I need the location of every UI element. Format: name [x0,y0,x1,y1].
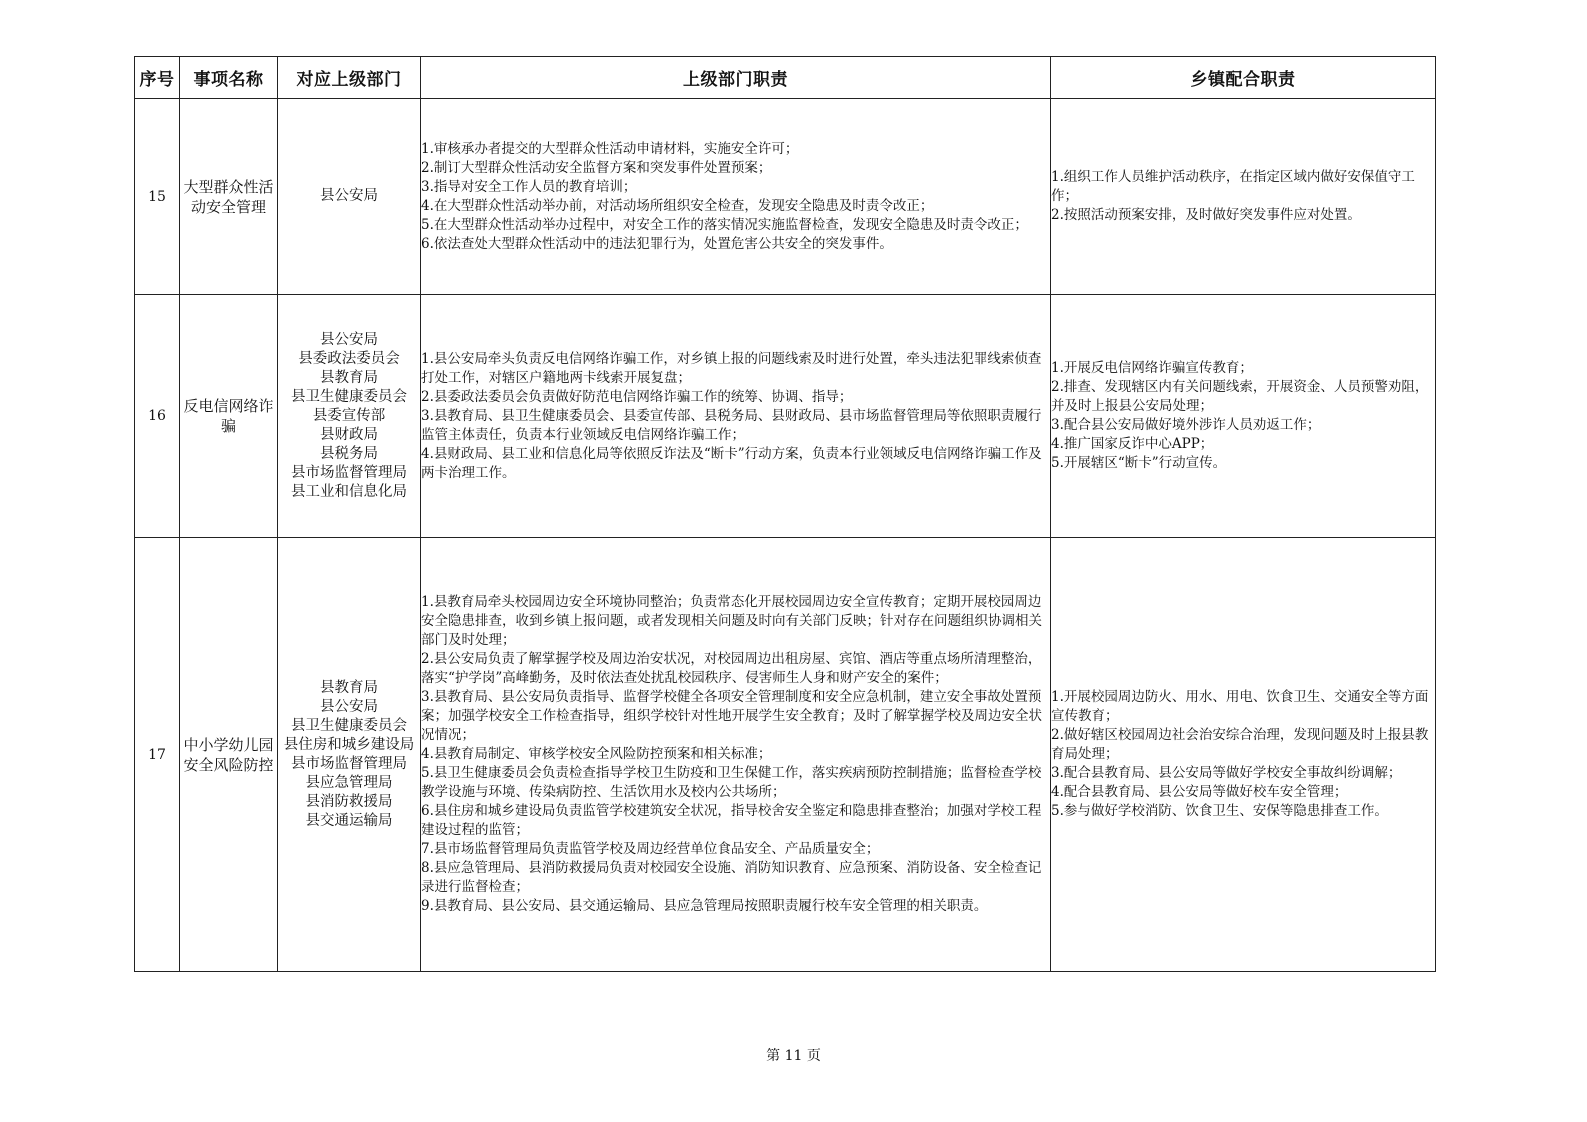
duty-line: 2.按照活动预案安排，及时做好突发事件应对处置。 [1051,207,1361,223]
duty-line: 9.县教育局、县公安局、县交通运输局、县应急管理局按照职责履行校车安全管理的相关职责。 [421,898,988,914]
department-name: 县教育局 [320,679,378,696]
department-name: 县市场监督管理局 [291,755,407,772]
department-name: 县交通运输局 [305,812,393,829]
department-cell [278,99,421,295]
township-duties-cell [1051,99,1436,295]
duty-line: 2.做好辖区校园周边社会治安综合治理，发现问题及时上报县教育局处理； [1051,727,1429,762]
item-name: 大型群众性活动安全管理 [180,99,278,295]
header-item-name: 事项名称 [180,57,278,99]
header-township-duties: 乡镇配合职责 [1051,57,1436,99]
duty-line: 3.指导对安全工作人员的教育培训； [421,178,637,195]
superior-duties-cell [421,295,1051,538]
department-name: 县委宣传部 [312,407,386,424]
superior-duties-cell [421,538,1051,972]
duty-line: 8.县应急管理局、县消防救援局负责对校园安全设施、消防知识教育、应急预案、消防设备、安全检查记录进行监督检查； [421,860,1042,895]
department-name: 县税务局 [320,445,378,462]
header-superior-duties: 上级部门职责 [421,57,1051,99]
department-name: 县市场监督管理局 [291,464,407,481]
department-name: 县财政局 [320,426,378,443]
township-duties-cell [1051,295,1436,538]
duty-line: 6.依法查处大型群众性活动中的违法犯罪行为，处置危害公共安全的突发事件。 [421,235,893,252]
duty-line: 1.开展反电信网络诈骗宣传教育； [1051,360,1253,376]
duty-line: 4.县财政局、县工业和信息化局等依照反诈法及“断卡”行动方案，负责本行业领域反电信网络诈骗工作及两卡治理工作。 [421,445,1042,481]
duty-line: 2.县委政法委员会负责做好防范电信网络诈骗工作的统筹、协调、指导； [421,388,853,405]
superior-duties-cell [421,99,1051,295]
item-name: 中小学幼儿园安全风险防控 [180,538,278,972]
department-cell [278,295,421,538]
row-number: 15 [135,99,180,295]
duty-line: 2.排查、发现辖区内有关问题线索，开展资金、人员预警劝阻，并及时上报县公安局处理； [1051,379,1429,414]
department-name: 县消防救援局 [305,793,393,810]
row-number: 16 [135,295,180,538]
duty-line: 4.推广国家反诈中心APP； [1051,436,1214,452]
duty-line: 5.在大型群众性活动举办过程中，对安全工作的落实情况实施监督检查，发现安全隐患及时责令改正； [421,216,1028,233]
duty-line: 2.县公安局负责了解掌握学校及周边治安状况，对校园周边出租房屋、宾馆、酒店等重点场所清理整治，落实“护学岗”高峰勤务，及时依法查处扰乱校园秩序、侵害师生人身和财产安全的案件； [421,651,1042,686]
department-name: 县公安局 [320,331,378,348]
duty-line: 4.在大型群众性活动举办前，对活动场所组织安全检查，发现安全隐患及时责令改正； [421,197,934,214]
duty-line: 4.配合县教育局、县公安局等做好校车安全管理； [1051,784,1348,800]
duty-line: 3.配合县教育局、县公安局等做好学校安全事故纠纷调解； [1051,765,1402,781]
duty-line: 1.审核承办者提交的大型群众性活动申请材料，实施安全许可； [421,140,799,157]
department-name: 县工业和信息化局 [291,483,407,500]
department-name: 县卫生健康委员会 [291,388,407,405]
item-name: 反电信网络诈骗 [180,295,278,538]
township-duties-cell [1051,538,1436,972]
department-name: 县住房和城乡建设局 [283,736,415,753]
department-name: 县应急管理局 [305,774,393,791]
header-row [135,57,1436,99]
duty-line: 3.县教育局、县卫生健康委员会、县委宣传部、县税务局、县财政局、县市场监督管理局等依照职责履行监管主体责任，负责本行业领域反电信网络诈骗工作； [421,407,1042,443]
department-name: 县公安局 [320,188,378,204]
duty-line: 5.县卫生健康委员会负责检查指导学校卫生防疫和卫生保健工作，落实疾病预防控制措施；监督检查学校教学设施与环境、传染病防控、生活饮用水及校内公共场所； [421,765,1042,800]
duty-line: 2.制订大型群众性活动安全监督方案和突发事件处置预案； [421,159,772,176]
row-number: 17 [135,538,180,972]
page-number: 第 11 页 [766,1048,821,1064]
duty-line: 7.县市场监督管理局负责监管学校及周边经营单位食品安全、产品质量安全； [421,841,880,857]
table-row [135,538,1436,972]
department-name: 县教育局 [320,369,378,386]
duty-line: 5.开展辖区“断卡”行动宣传。 [1051,455,1227,471]
duty-line: 3.县教育局、县公安局负责指导、监督学校健全各项安全管理制度和安全应急机制，建立安全事故处置预案；加强学校安全工作检查指导，组织学校针对性地开展学生安全教育；及时了解掌握学校及周边安全状况情况； [421,689,1042,743]
duty-line: 1.县教育局牵头校园周边安全环境协同整治；负责常态化开展校园周边安全宣传教育；定期开展校园周边安全隐患排查，收到乡镇上报问题，或者发现相关问题及时向有关部门反映；针对存在问题组织协调相关部门及时处理； [421,594,1042,648]
table-row [135,295,1436,538]
table-row [135,99,1436,295]
duty-line: 1.组织工作人员维护活动秩序，在指定区域内做好安保值守工作； [1051,169,1415,204]
duty-line: 5.参与做好学校消防、饮食卫生、安保等隐患排查工作。 [1051,803,1388,819]
duty-line: 4.县教育局制定、审核学校安全风险防控预案和相关标准； [421,746,772,762]
department-cell [278,538,421,972]
header-superior-department: 对应上级部门 [278,57,421,99]
duty-line: 3.配合县公安局做好境外涉诈人员劝返工作； [1051,417,1321,433]
header-no: 序号 [135,57,180,99]
duty-line: 6.县住房和城乡建设局负责监管学校建筑安全状况，指导校舍安全鉴定和隐患排查整治；加强对学校工程建设过程的监管； [421,803,1042,838]
responsibility-table [134,56,1436,972]
department-name: 县委政法委员会 [298,350,400,367]
duty-line: 1.开展校园周边防火、用水、用电、饮食卫生、交通安全等方面宣传教育； [1051,689,1429,724]
department-name: 县公安局 [320,698,378,715]
duty-line: 1.县公安局牵头负责反电信网络诈骗工作，对乡镇上报的问题线索及时进行处置，牵头违法犯罪线索侦查打处工作，对辖区户籍地两卡线索开展复盘； [421,350,1042,386]
department-name: 县卫生健康委员会 [291,717,407,734]
